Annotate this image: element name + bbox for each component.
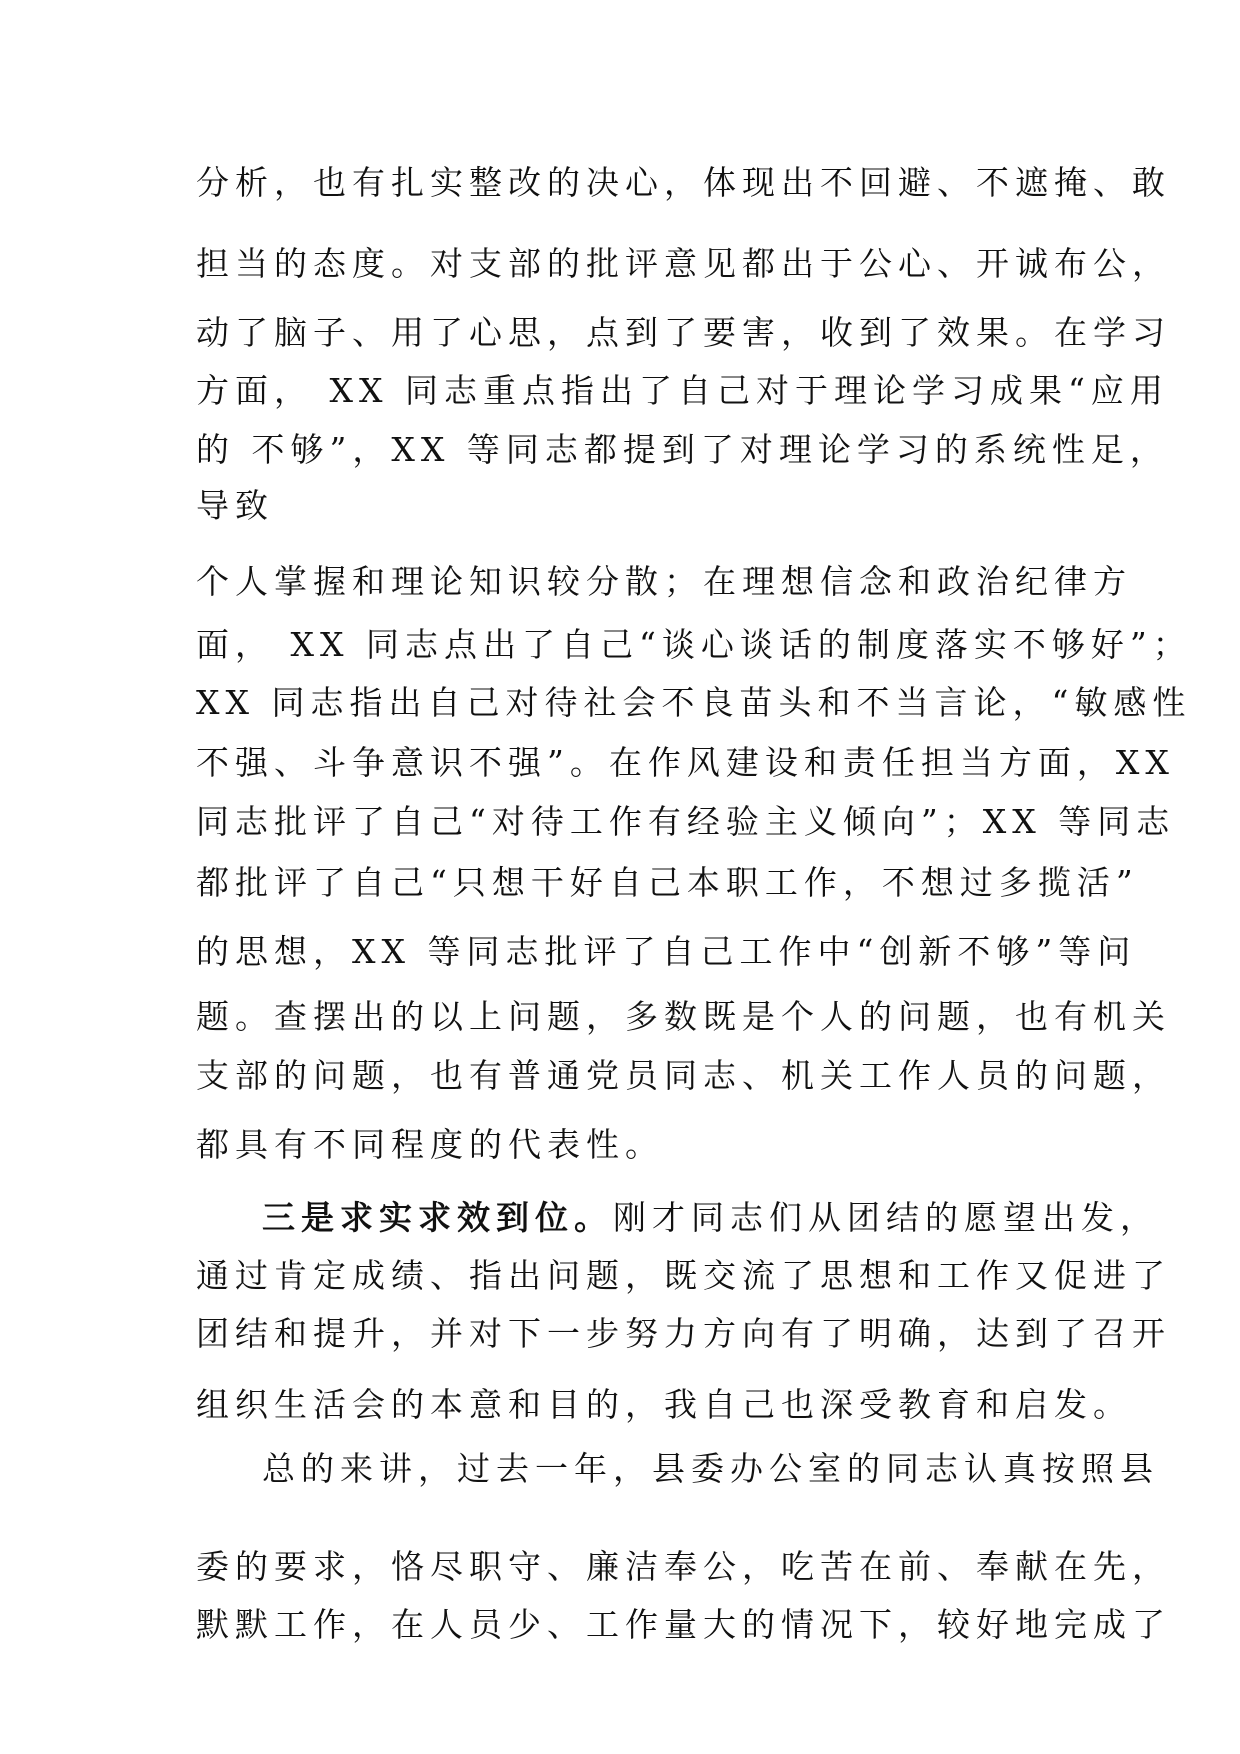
text-line: XX 同志指出自己对待社会不良苗头和不当言论，“敏感性 [196, 683, 1192, 722]
text-line: 的 不够”，XX 等同志都提到了对理论学习的系统性足， [196, 430, 1169, 469]
paragraph-first-line [262, 1198, 1159, 1238]
text-line: 委的要求，恪尽职守、廉洁奉公，吃苦在前、奉献在先， [196, 1547, 1171, 1586]
text-line: 都具有不同程度的代表性。 [196, 1125, 664, 1164]
text-line: 担当的态度。对支部的批评意见都出于公心、开诚布公， [196, 244, 1171, 283]
text-line: 支部的问题，也有普通党员同志、机关工作人员的问题， [196, 1056, 1171, 1095]
text-line: 动了脑子、用了心思，点到了要害，收到了效果。在学习 [196, 313, 1171, 352]
text-line: 通过肯定成绩、指出问题，既交流了思想和工作又促进了 [196, 1256, 1171, 1295]
text-line: 同志批评了自己“对待工作有经验主义倾向”；XX 等同志 [196, 802, 1176, 841]
text-line: 团结和提升，并对下一步努力方向有了明确，达到了召开 [196, 1314, 1171, 1353]
text-line: 导致 [196, 486, 274, 525]
text-line: 面， XX 同志点出了自己“谈心谈话的制度落实不够好”； [196, 625, 1192, 664]
text-line: 个人掌握和理论知识较分散；在理想信念和政治纪律方 [196, 562, 1132, 601]
text-line: 默默工作，在人员少、工作量大的情况下，较好地完成了 [196, 1605, 1171, 1644]
text-line: 组织生活会的本意和目的，我自己也深受教育和启发。 [196, 1385, 1132, 1424]
text-line: 不强、斗争意识不强”。在作风建设和责任担当方面，XX [196, 743, 1175, 782]
text-line: 题。查摆出的以上问题，多数既是个人的问题，也有机关 [196, 997, 1171, 1036]
text-line: 都批评了自己“只想干好自己本职工作，不想过多揽活” [196, 863, 1139, 902]
text-line: 方面， XX 同志重点指出了自己对于理论学习成果“应用 [196, 371, 1169, 410]
paragraph-heading: 三是求实求效到位。 [262, 1198, 613, 1237]
text-line: 分析，也有扎实整改的决心，体现出不回避、不遮掩、敢 [196, 163, 1171, 202]
paragraph-first-line: 总的来讲，过去一年，县委办公室的同志认真按照县 [262, 1449, 1159, 1488]
text-line: 的思想，XX 等同志批评了自己工作中“创新不够”等问 [196, 932, 1137, 971]
text-span: 刚才同志们从团结的愿望出发， [613, 1198, 1159, 1237]
